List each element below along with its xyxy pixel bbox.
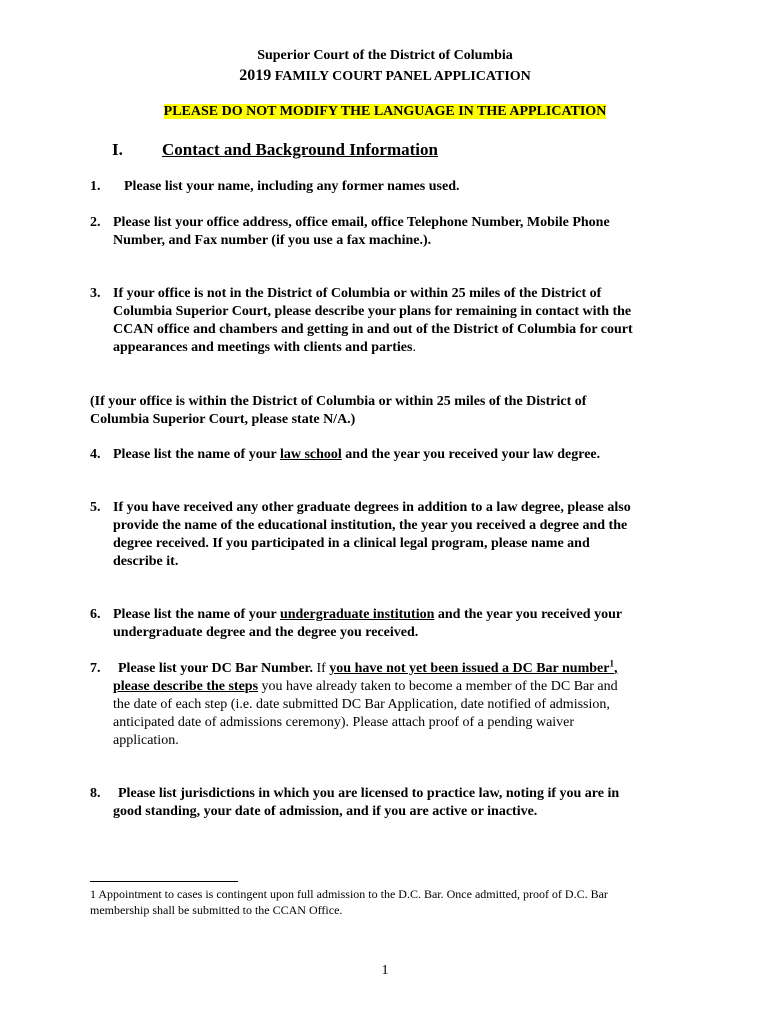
page-number: 1 [381,963,389,978]
section-numeral: I. [112,140,123,159]
q1-text: Please list your name, including any former names used. [124,179,460,194]
q5-line2: provide the name of the educational institution, the year you received a degree and the [113,518,628,533]
q6-undergrad: undergraduate institution [279,607,435,622]
q5-line1: If you have received any other graduate degrees in addition to a law degree, please also [113,500,631,515]
q7-number: 7. [90,661,101,676]
q5-line4: describe it. [113,554,179,569]
q3-line4-text: appearances and meetings with clients and parties [113,340,413,355]
q6-line2: undergraduate degree and the degree you received. [113,625,419,640]
q7-describe-steps: please describe the steps [113,679,259,694]
q3-line3: CCAN office and chambers and getting in and out of the District of Columbia for court [113,322,633,337]
application-title [0,67,770,86]
q5-number: 5. [90,500,101,515]
q7-comma: , [613,661,618,676]
q3-number: 3. [90,286,101,301]
q6-number: 6. [90,607,101,622]
section-title: Contact and Background Information [162,140,438,159]
q5-line3: degree received. If you participated in a clinical legal program, please name and [113,536,590,551]
q7-line5: application. [113,733,179,748]
q7-line1 [118,660,617,678]
q3-line4 [113,339,416,357]
q2-number: 2. [90,215,101,230]
q7-bold: Please list your DC Bar Number. [118,661,313,676]
q4-number: 4. [90,447,101,462]
footnote-ref: 1 [609,658,614,669]
footnote-line1: 1 Appointment to cases is contingent upon full admission to the D.C. Bar. Once admitted, proof of D.C. Bar [90,887,608,901]
q4-text [113,446,600,464]
q7-line3: the date of each step (i.e. date submitted DC Bar Application, date notified of admission, [113,697,610,712]
q7-line4: anticipated date of admissions ceremony). Please attach proof of a pending waiver [113,715,575,730]
q6-line1 [113,606,622,624]
title-year: 2019 [239,67,272,84]
warning-text: PLEASE DO NOT MODIFY THE LANGUAGE IN THE APPLICATION [163,104,607,119]
title-text: FAMILY COURT PANEL APPLICATION [274,69,531,84]
q6-post: and the year you received your [434,607,623,622]
court-name: Superior Court of the District of Columbia [257,48,513,63]
q3-note-line2: Columbia Superior Court, please state N/A.) [90,412,356,427]
q8-line2: good standing, your date of admission, and if you are active or inactive. [113,804,538,819]
q8-line1: Please list jurisdictions in which you are licensed to practice law, noting if you are in [118,786,620,801]
q3-line4-period: . [412,340,416,355]
footnote [90,886,690,918]
q4-pre: Please list the name of your [113,447,280,462]
q3-line1: If your office is not in the District of Columbia or within 25 miles of the District of [113,286,602,301]
q8-number: 8. [90,786,101,801]
warning-banner [0,103,770,121]
q1-number: 1. [90,179,101,194]
footnote-separator [90,881,238,882]
q7-not-issued-text: you have not yet been issued a DC Bar number [329,661,610,676]
q7-line2 [113,678,618,696]
q7-not-issued [329,658,618,676]
q4-post: and the year you received your law degree. [341,447,601,462]
q7-mid: If [312,661,330,676]
q2-line2: Number, and Fax number (if you use a fax machine.). [113,233,432,248]
q3-note-line1: (If your office is within the District of Columbia or within 25 miles of the District of [90,394,587,409]
q2-line1: Please list your office address, office email, office Telephone Number, Mobile Phone [113,215,610,230]
q4-law-school: law school [279,447,342,462]
q6-pre: Please list the name of your [113,607,280,622]
q7-rest1: you have already taken to become a member of the DC Bar and [258,679,618,694]
q3-line2: Columbia Superior Court, please describe your plans for remaining in contact with the [113,304,632,319]
footnote-line2: membership shall be submitted to the CCAN Office. [90,903,343,917]
